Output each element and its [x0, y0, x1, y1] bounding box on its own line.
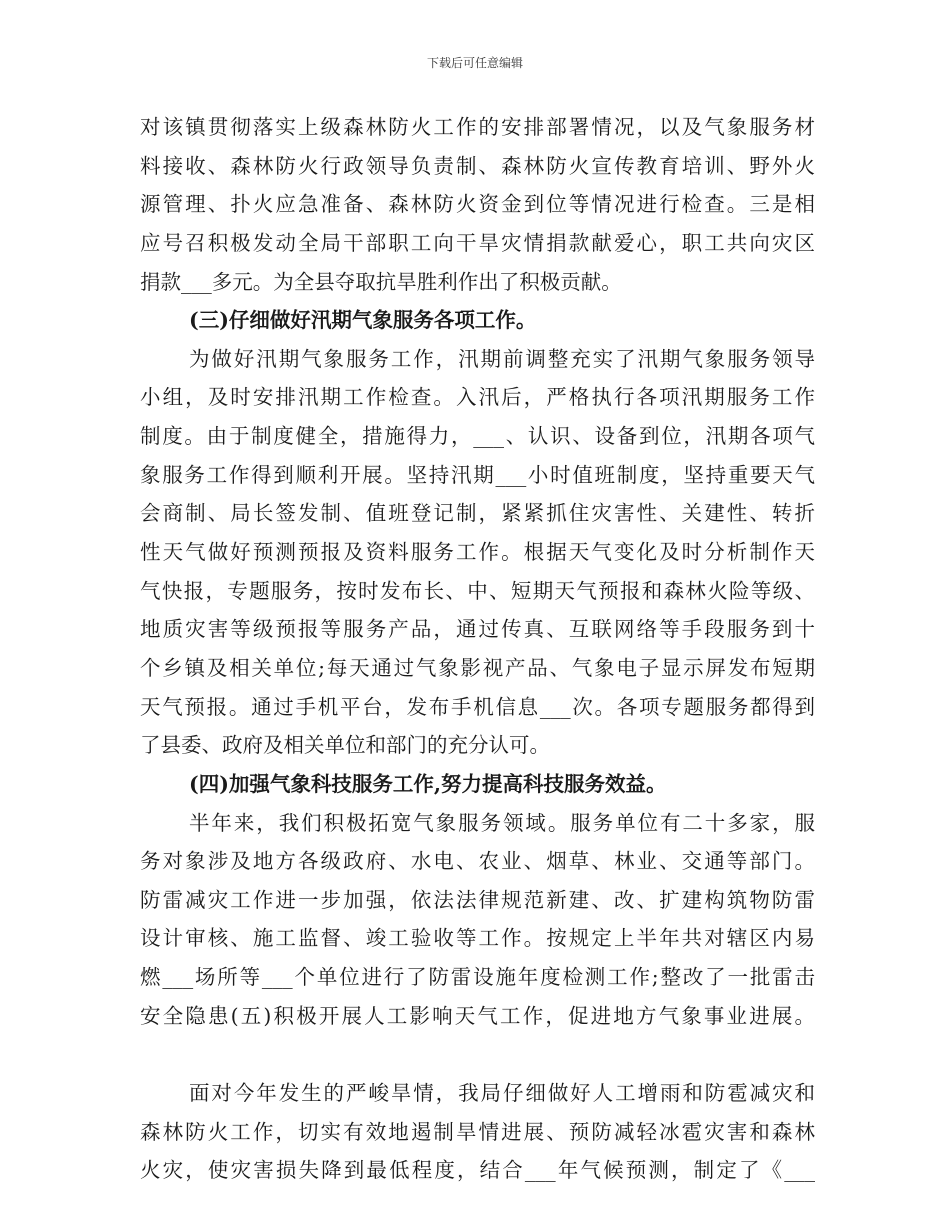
text-line: 制度。由于制度健全，措施得力，___、认识、设备到位，汛期各项气	[140, 424, 815, 449]
text-line: 会商制、局长签发制、值班登记制，紧紧抓住灾害性、关建性、转折	[140, 501, 815, 526]
section-heading: (三)仔细做好汛期气象服务各项工作。	[189, 308, 537, 333]
page-header: 下载后可任意编辑	[426, 56, 523, 70]
text-line: 地质灾害等级预报等服务产品，通过传真、互联网络等手段服务到十	[140, 617, 815, 642]
text-line: 捐款___多元。为全县夺取抗旱胜利作出了积极贡献。	[140, 269, 622, 294]
text-line: 源管理、扑火应急准备、森林防火资金到位等情况进行检查。三是相	[140, 192, 815, 217]
text-line: 面对今年发生的严峻旱情，我局仔细做好人工增雨和防雹减灾和	[189, 1081, 815, 1106]
text-line: 森林防火工作，切实有效地遏制旱情进展、预防减轻冰雹灾害和森林	[140, 1119, 815, 1144]
text-line: 对该镇贯彻落实上级森林防火工作的安排部署情况，以及气象服务材	[140, 115, 815, 139]
text-line: 了县委、政府及相关单位和部门的充分认可。	[140, 733, 550, 758]
text-line: 防雷减灾工作进一步加强，依法法律规范新建、改、扩建构筑物防雷	[140, 887, 815, 912]
section-heading: (四)加强气象科技服务工作,努力提高科技服务效益。	[189, 771, 667, 796]
text-line: 火灾，使灾害损失降到最低程度，结合___年气候预测，制定了《___	[140, 1158, 815, 1183]
text-line: 象服务工作得到顺利开展。坚持汛期___小时值班制度，坚持重要天气	[140, 462, 815, 487]
text-line: 个乡镇及相关单位;每天通过气象影视产品、气象电子显示屏发布短期	[140, 655, 815, 680]
text-line: 应号召积极发动全局干部职工向干旱灾情捐款献爱心，职工共向灾区	[140, 230, 815, 255]
text-line: 小组，及时安排汛期工作检查。入汛后，严格执行各项汛期服务工作	[140, 385, 815, 410]
text-line: 半年来，我们积极拓宽气象服务领域。服务单位有二十多家，服	[189, 810, 815, 835]
text-line: 性天气做好预测预报及资料服务工作。根据天气变化及时分析制作天	[140, 540, 815, 565]
document-body	[140, 108, 815, 1190]
text-line: 务对象涉及地方各级政府、水电、农业、烟草、林业、交通等部门。	[140, 849, 815, 874]
text-line: 料接收、森林防火行政领导负责制、森林防火宣传教育培训、野外火	[140, 153, 815, 178]
text-line: 为做好汛期气象服务工作，汛期前调整充实了汛期气象服务领导	[189, 346, 815, 371]
text-line	[140, 1035, 815, 1074]
text-line: 天气预报。通过手机平台，发布手机信息___次。各项专题服务都得到	[140, 694, 815, 719]
text-line: 安全隐患(五)积极开展人工影响天气工作，促进地方气象事业进展。	[140, 1003, 815, 1028]
text-line: 燃___场所等___个单位进行了防雷设施年度检测工作;整改了一批雷击	[140, 965, 815, 990]
text-line: 设计审核、施工监督、竣工验收等工作。按规定上半年共对辖区内易	[140, 926, 815, 951]
text-line: 气快报，专题服务，按时发布长、中、短期天气预报和森林火险等级、	[140, 578, 815, 603]
